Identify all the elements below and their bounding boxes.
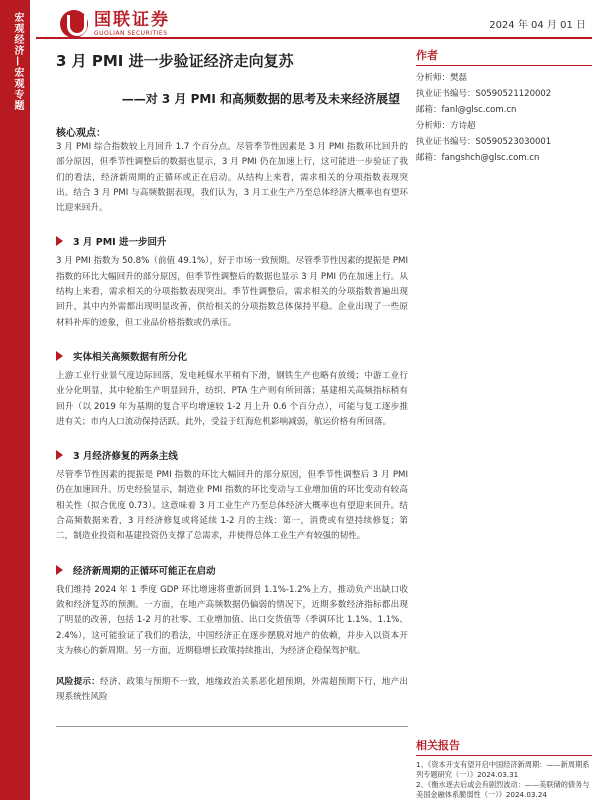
section-text: 上游工业行业景气度边际回落，发电耗煤水平稍有下滑，钢铁生产也略有放缓；中游工业行业分化明显，其中轮胎生产明显回升，纺织、PTA 生产则有所回落；基建相关高频指标稍有回升（以 2019 年为基期的复合平均增速较 1-2 月上升 0.6 个百分点），可能与复工逐步推进有关；市内人口流动保持活跃。此外，受益于红海危机影响减弱，航运价格有所回落。 [56,370,408,427]
section-heading [56,448,408,462]
report-date: 2024 年 04 月 01 日 [489,20,586,31]
report-title: 3 月 PMI 进一步验证经济走向复苏 [56,52,294,70]
author-line: 分析师：方诗超 [416,121,476,131]
section-heading [56,563,408,577]
section-text: 3 月 PMI 指数为 50.8%（前值 49.1%），好于市场一致预期。尽管季节性因素的提振是 PMI 指数的环比大幅回升的部分原因，但季节性调整后的数据也显示 3 月 PMI 仍在加速上行。从结构上来看，需求相关的分项指数表现突出。季节性调整后，需求相关的分项指数普遍出现回升，其中内外需都出现明显改善，供给相关的分项指数总体保持平稳。企业出现了一些原材料补库的迹象，但工业品价格指数或仍承压。 [56,256,408,328]
author-line: 执业证书编号：S0590521120002 [416,89,552,99]
triangle-bullet-icon [56,351,63,361]
report-subtitle: ——对 3 月 PMI 和高频数据的思考及未来经济展望 [121,92,400,106]
author-email[interactable]: 邮箱：fanl@glsc.com.cn [416,105,517,115]
triangle-bullet-icon [56,450,63,460]
section-heading-text: 经济新周期的正循环可能正在启动 [73,565,216,577]
section-heading [56,234,408,248]
side-band [0,0,30,800]
risk-label: 风险提示： [56,677,101,688]
author-heading: 作者 [416,47,592,66]
logo-name-cn: 国联证券 [94,10,170,30]
summary-label: 核心观点： [56,128,106,139]
section-heading [56,349,408,363]
risk-text: 经济、政策与预期不一致，地缘政治关系恶化超预期，外需超预期下行，地产出现系统性风险 [56,677,408,703]
summary-text: 3 月 PMI 综合指数较上月回升 1.7 个百分点。尽管季节性因素是 3 月 PMI 指数环比回升的部分原因，但季节性调整后的数据也显示，3 月 PMI 仍在加速上行，这可能进一步验证了我们的看法，经济新周期的正循环或正在启动。从结构上来看，需求相关的分项指数表现突出。结合 3 月 PMI 与高频数据表现，我们认为，3 月工业生产乃至总体经济大概率也有望环比迎来回升。 [56,142,408,214]
footer-divider [56,726,408,727]
logo-name-en: GUOLIAN SECURITIES [94,30,168,37]
author-line: 执业证书编号：S0590523030001 [416,137,552,147]
related-heading: 相关报告 [416,737,592,756]
triangle-bullet-icon [56,236,63,246]
section-heading-text: 实体相关高频数据有所分化 [73,351,188,363]
related-report-link[interactable]: 2、《衡水逐去后或会有剧烈波动：——美联储的债务与美国金融体系脆弱性（一）》2024.03.24 [416,780,590,799]
section-heading-text: 3 月经济修复的两条主线 [73,451,178,463]
logo-mark-icon [60,10,88,38]
related-reports-panel [416,737,592,800]
section-heading-text: 3 月 PMI 进一步回升 [73,237,167,249]
section-text: 我们维持 2024 年 1 季度 GDP 环比增速将重新回到 1.1%-1.2%上方，推动负产出缺口收敛和经济复苏的预测。一方面，在地产高频数据仍偏弱的情况下，近期多数经济指标都出现了明显的改善，包括 1-2 月的社零、工业增加值、出口交货值等（季调环比 1.1%、1.1%、2.4%），这可能验证了我们的看法，中国经济正在逐步摆脱对地产的依赖，并步入以资本开支为核心的新周期。另一方面，近期稳增长政策持续推出，为经济企稳保驾护航。 [56,584,408,656]
section-text: 尽管季节性因素的提振是 PMI 指数的环比大幅回升的部分原因，但季节性调整后 3 月 PMI 仍在加速回升。历史经验显示，制造业 PMI 指数的环比变动与工业增加值的环比变动有较高相关性（拟合优度 0.73）。这意味着 3 月工业生产乃至总体经济大概率也有望迎来回升。结合高频数据来看，3 月经济修复或将延续 1-2 月的主线：第一，消费或有望持续修复；第二，制造业投资和基建投资仍支撑了总需求，并使得总体工业生产有较强的韧性。 [56,470,408,542]
report-body [56,124,408,706]
related-report-link[interactable]: 1、《资本开支有望开启中国经济新周期：——新周期系列专题研究（一）》2024.03.31 [416,760,590,779]
header-divider [36,37,592,39]
author-panel [416,47,592,166]
risk-warning [56,675,408,706]
author-line: 分析师：樊磊 [416,73,468,83]
author-email[interactable]: 邮箱：fangshch@glsc.com.cn [416,153,540,163]
side-category-label: 宏观经济—宏观专题 [12,12,23,111]
triangle-bullet-icon [56,565,63,575]
